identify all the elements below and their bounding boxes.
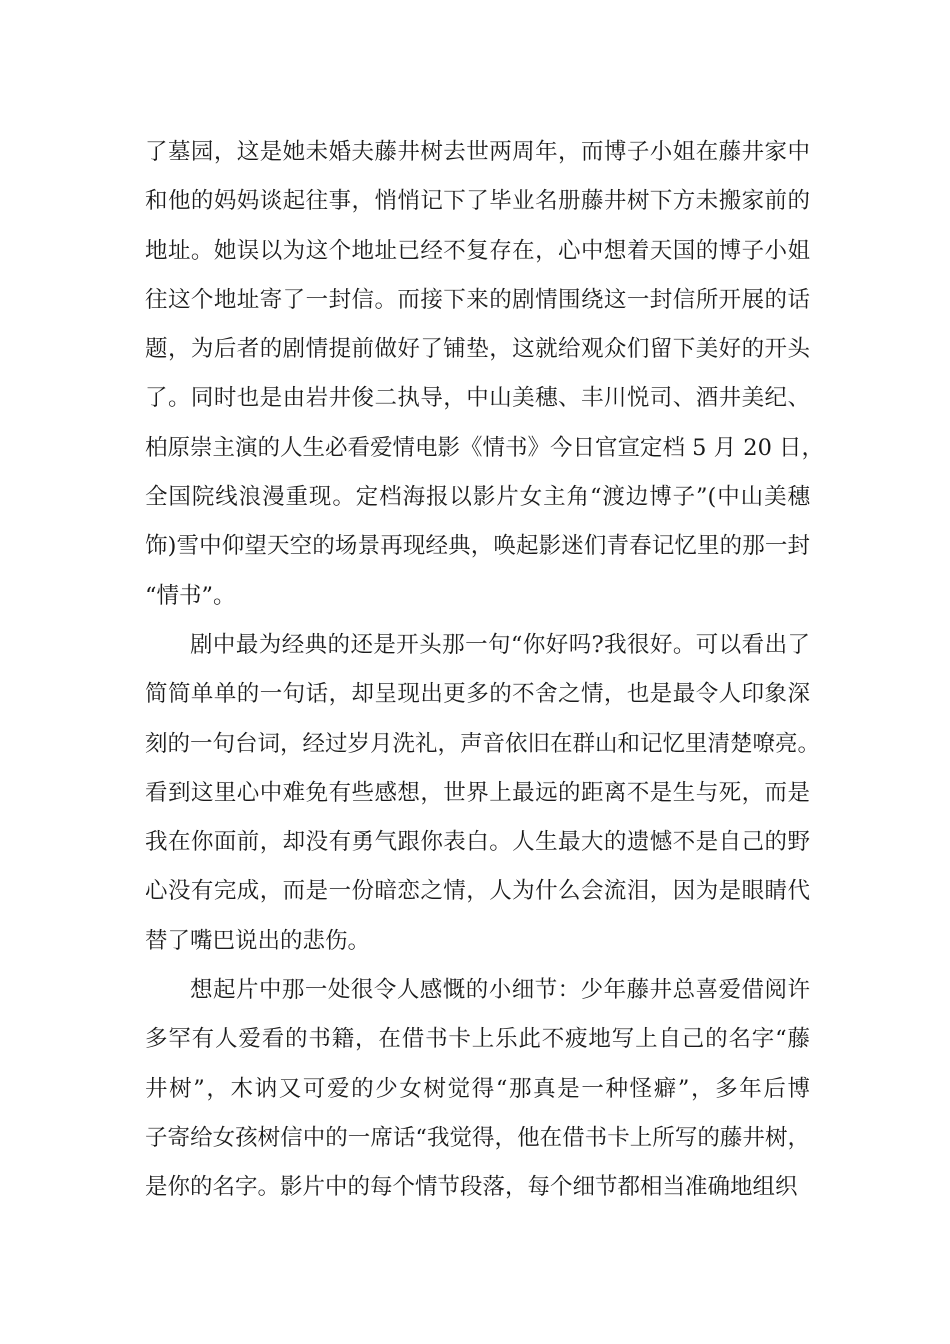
paragraph (145, 128, 825, 621)
text-line: 子寄给女孩树信中的一席话“我觉得，他在借书卡上所写的藤井树， (145, 1124, 810, 1151)
text-line: 想起片中那一处很令人感慨的小细节：少年藤井总喜爱借阅许 (190, 977, 810, 1004)
text-line: 刻的一句台词，经过岁月洗礼，声音依旧在群山和记忆里清楚嘹亮。 (145, 730, 821, 757)
text-line: 了。同时也是由岩井俊二执导，中山美穗、丰川悦司、酒井美纪、 (145, 385, 810, 412)
text-line: 看到这里心中难免有些感想，世界上最远的距离不是生与死，而是 (145, 779, 810, 806)
text-line: 了墓园，这是她未婚夫藤井树去世两周年，而博子小姐在藤井家中 (145, 139, 810, 165)
text-line: 井树”，木讷又可爱的少女树觉得“那真是一种怪癖”，多年后博 (145, 1075, 810, 1102)
text-line: 我在你面前，却没有勇气跟你表白。人生最大的遗憾不是自己的野 (145, 829, 810, 856)
text-line: 饰)雪中仰望天空的场景再现经典，唤起影迷们青春记忆里的那一封 (145, 533, 810, 560)
text-line: 题，为后者的剧情提前做好了铺垫，这就给观众们留下美好的开头 (145, 336, 810, 363)
text-line: 是你的名字。影片中的每个情节段落，每个细节都相当准确地组织 (145, 1174, 798, 1201)
text-line: “情书”。 (145, 582, 236, 609)
body-text (145, 128, 825, 1213)
paragraph (145, 966, 810, 1212)
text-line: 和他的妈妈谈起往事，悄悄记下了毕业名册藤井树下方未搬家前的 (145, 188, 810, 215)
text-line: 柏原崇主演的人生必看爱情电影《情书》今日官宣定档 5 月 20 日， (145, 434, 825, 461)
text-line: 替了嘴巴说出的悲伤。 (145, 927, 371, 954)
text-line: 剧中最为经典的还是开头那一句“你好吗?我很好。可以看出了 (190, 631, 810, 658)
text-line: 地址。她误以为这个地址已经不复存在，心中想着天国的博子小姐 (145, 237, 810, 264)
paragraph (145, 621, 821, 966)
text-line: 心没有完成，而是一份暗恋之情，人为什么会流泪，因为是眼睛代 (145, 878, 810, 905)
text-line: 多罕有人爱看的书籍，在借书卡上乐此不疲地写上自己的名字“藤 (145, 1026, 810, 1053)
text-line: 简简单单的一句话，却呈现出更多的不舍之情，也是最令人印象深 (145, 681, 810, 708)
text-line: 往这个地址寄了一封信。而接下来的剧情围绕这一封信所开展的话 (145, 286, 810, 313)
text-line: 全国院线浪漫重现。定档海报以影片女主角“渡边博子”(中山美穗 (145, 484, 810, 511)
